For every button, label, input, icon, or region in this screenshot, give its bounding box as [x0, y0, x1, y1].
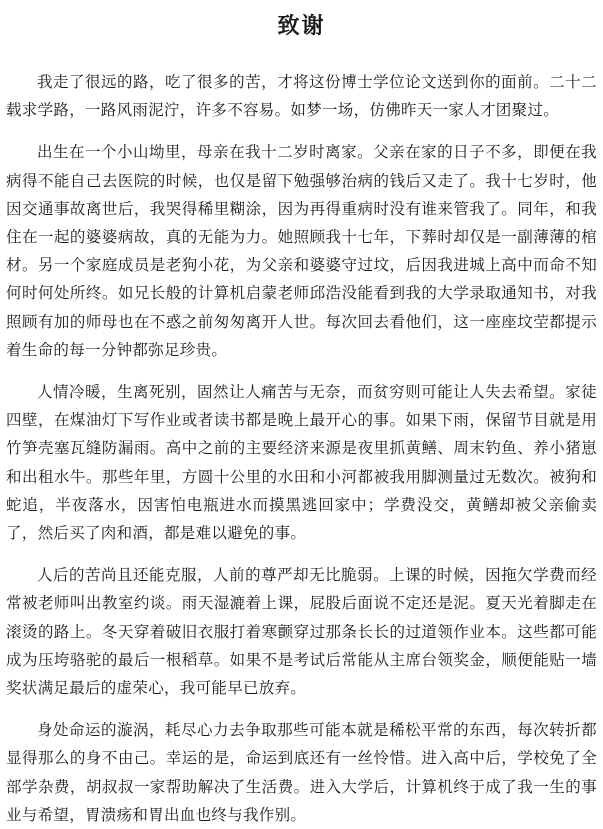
paragraph-2: 出生在一个小山坳里，母亲在我十二岁时离家。父亲在家的日子不多，即便在我病得不能自己去医院的时候，也仅是留下勉强够治病的钱后又走了。我十七岁时，他因交通事故离世后，我哭得稀里糊涂，因为再得重病时没有谁来管我了。同年，和我住在一起的婆婆病故，真的无能为力。她照顾我十七年，下葬时却仅是一副薄薄的棺材。另一个家庭成员是老狗小花，为父亲和婆婆守过坟，后因我进城上高中而命不知何时何处所终。如兄长般的计算机启蒙老师邱浩没能看到我的大学录取通知书，对我照顾有加的师母也在不惑之前匆匆离开人世。每次回去看他们，这一座座坟茔都提示着生命的每一分钟都弥足珍贵。	[6, 143, 597, 359]
paragraph-4: 人后的苦尚且还能克服，人前的尊严却无比脆弱。上课的时候，因拖欠学费而经常被老师叫出教室约谈。雨天湿漉着上课，屁股后面说不定还是泥。夏天光着脚走在滚烫的路上。冬天穿着破旧衣服打着寒颤穿过那条长长的过道领作业本。这些都可能成为压垮骆驼的最后一根稻草。如果不是考试后常能从主席台领奖金，顺便能贴一墙奖状满足最后的虚荣心，我可能早已放弃。	[6, 566, 597, 698]
paragraph-5: 身处命运的漩涡，耗尽心力去争取那些可能本就是稀松平常的东西，每次转折都显得那么的身不由己。幸运的是，命运到底还有一丝怜惜。进入高中后，学校免了全部学杂费，胡叔叔一家帮助解决了生活费。进入大学后，计算机终于成了我一生的事业与希望，胃溃疡和胃出血也终与我作别。	[6, 721, 597, 824]
paragraph-1: 我走了很远的路，吃了很多的苦，才将这份博士学位论文送到你的面前。二十二载求学路，一路风雨泥泞，许多不容易。如梦一场，仿佛昨天一家人才团聚过。	[6, 73, 597, 120]
paragraph-3: 人情冷暖，生离死别，固然让人痛苦与无奈，而贫穷则可能让人失去希望。家徒四壁，在煤油灯下写作业或者读书都是晚上最开心的事。如果下雨，保留节目就是用竹笋壳塞瓦缝防漏雨。高中之前的主要经济来源是夜里抓黄鳝、周末钓鱼、养小猪崽和出租水牛。那些年里，方圆十公里的水田和小河都被我用脚测量过无数次。被狗和蛇追，半夜落水，因害怕电瓶进水而摸黑逃回家中；学费没交，黄鳝却被父亲偷卖了，然后买了肉和酒，都是难以避免的事。	[6, 383, 597, 543]
page-title: 致谢	[277, 13, 326, 39]
